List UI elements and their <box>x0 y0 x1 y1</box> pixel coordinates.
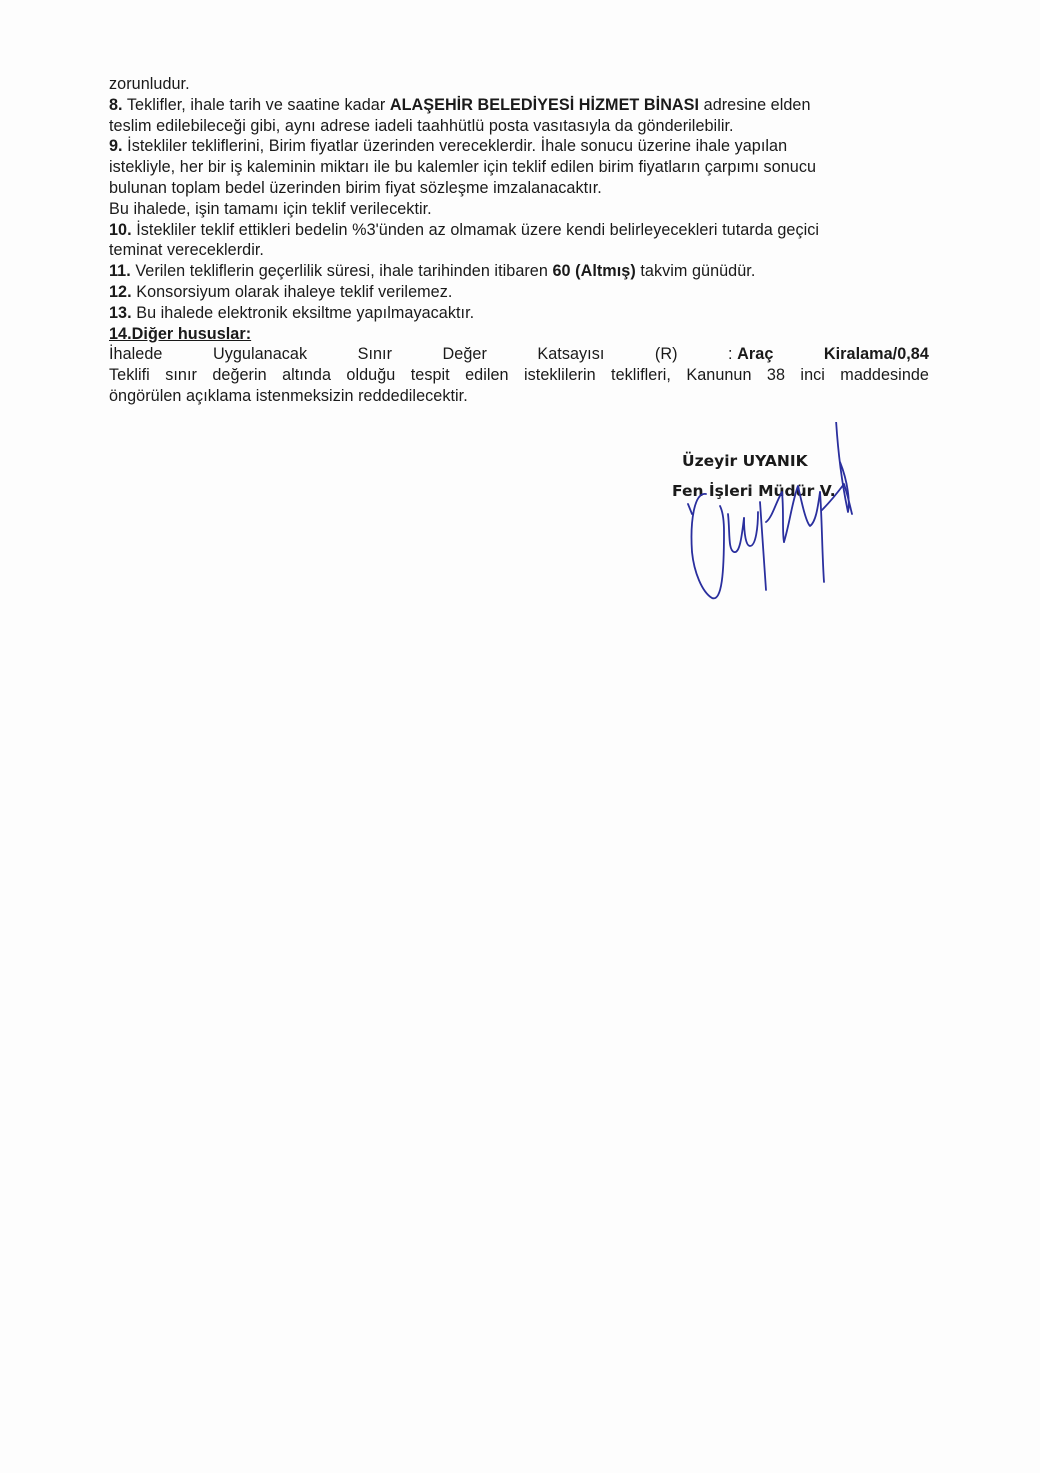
item-12 <box>109 282 929 303</box>
item-10 <box>109 220 929 241</box>
item-14-heading-text: 14.Diğer hususlar: <box>109 324 252 343</box>
item-10-line-1: İstekliler teklif ettikleri bedelin %3'ünden az olmamak üzere kendi belirleyecekleri tutarda geçici <box>136 220 820 239</box>
item-8-address: ALAŞEHİR BELEDİYESİ HİZMET BİNASI <box>389 95 700 114</box>
item-9 <box>109 136 929 157</box>
item-8-text-post: adresine elden <box>703 95 811 114</box>
item-9-line-1: İstekliler tekliflerini, Birim fiyatlar üzerinden vereceklerdir. İhale sonucu üzerine ihale yapılan <box>127 137 788 156</box>
item-8-number: 8. <box>109 95 123 114</box>
item-13 <box>109 303 929 324</box>
item-10-line-2: teminat vereceklerdir. <box>109 241 264 260</box>
item-11-text-post: takvim günüdür. <box>640 262 756 281</box>
item-12-text: Konsorsiyum olarak ihaleye teklif verilemez. <box>136 282 453 301</box>
item-12-number: 12. <box>109 282 132 301</box>
item-13-number: 13. <box>109 303 132 322</box>
item-11-text-pre: Verilen tekliflerin geçerlilik süresi, ihale tarihinden itibaren <box>135 262 548 281</box>
line-zorunludur: zorunludur. <box>109 75 190 93</box>
item-14-line-3: öngörülen açıklama istenmeksizin reddedilecektir. <box>109 386 468 405</box>
r-word-6: (R) <box>654 345 678 364</box>
handwritten-signature-icon <box>672 422 872 612</box>
item-11 <box>109 261 929 282</box>
item-8-line-2: teslim edilebileceği gibi, aynı adrese iadeli taahhütlü posta vasıtasıyla da gönderilebilir. <box>109 116 734 135</box>
item-9-number: 9. <box>109 137 123 156</box>
r-word-2: Uygulanacak <box>212 345 308 364</box>
item-8 <box>109 95 929 116</box>
r-word-5: Katsayısı <box>537 345 605 364</box>
item-8-text-pre: Teklifler, ihale tarih ve saatine kadar <box>126 95 386 114</box>
r-value-group <box>728 344 773 365</box>
r-colon: : <box>728 345 733 364</box>
signature-block <box>672 452 872 612</box>
item-13-text: Bu ihalede elektronik eksiltme yapılmayacaktır. <box>136 303 475 322</box>
item-10-number: 10. <box>109 220 132 239</box>
signatory-title: Fen İşleri Müdür V. <box>672 482 836 500</box>
r-value: Araç <box>737 345 774 364</box>
r-word-3: Sınır <box>357 345 393 364</box>
item-9-line-4: Bu ihalede, işin tamamı için teklif verilecektir. <box>109 199 432 218</box>
item-9-line-3: bulunan toplam bedel üzerinden birim fiyat sözleşme imzalanacaktır. <box>109 178 602 197</box>
item-9-line-2: istekliyle, her bir iş kaleminin miktarı ile bu kalemler için teklif edilen birim fiyatların çarpımı sonucu <box>109 158 817 177</box>
r-value-2: Kiralama/0,84 <box>823 345 929 364</box>
document-body <box>109 74 929 407</box>
item-11-number: 11. <box>109 262 131 281</box>
r-word-4: Değer <box>442 345 487 364</box>
item-11-duration: 60 (Altmış) <box>552 262 636 281</box>
item-14-heading <box>109 324 929 345</box>
item-14-line-2: Teklifi sınır değerin altında olduğu tespit edilen isteklilerin teklifleri, Kanunun 38 inci maddesinde <box>109 366 929 385</box>
signatory-name: Üzeyir UYANIK <box>682 452 808 470</box>
r-word-1: İhalede <box>109 345 163 364</box>
item-14-r-line <box>109 344 929 365</box>
